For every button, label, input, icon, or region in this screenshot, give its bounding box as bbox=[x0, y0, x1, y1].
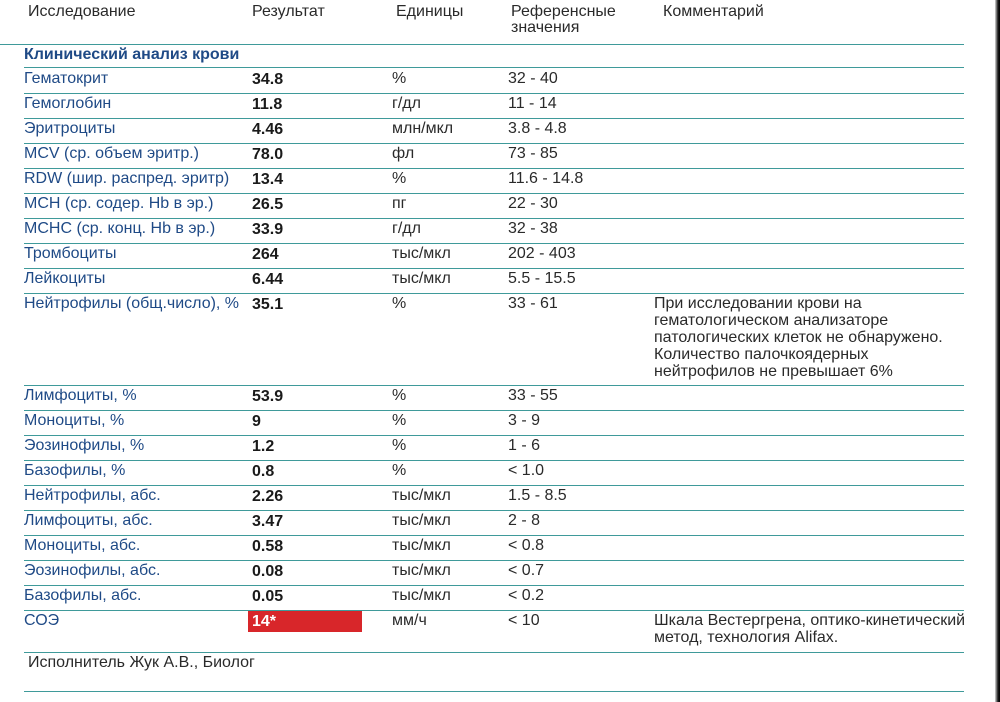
result-value: 26.5 bbox=[252, 196, 284, 213]
reference-range: 33 - 61 bbox=[508, 295, 558, 312]
result-value: 35.1 bbox=[252, 296, 284, 313]
header-test: Исследование bbox=[28, 3, 136, 20]
table-row bbox=[24, 560, 964, 586]
units: тыс/мкл bbox=[392, 245, 451, 262]
test-name: Эритроциты bbox=[24, 120, 116, 137]
result-value: 2.26 bbox=[252, 488, 284, 505]
test-name: Гемоглобин bbox=[24, 95, 112, 112]
result-value: 1.2 bbox=[252, 438, 275, 455]
test-name: Гематокрит bbox=[24, 70, 109, 87]
reference-range: 3.8 - 4.8 bbox=[508, 120, 567, 137]
test-name: Нейтрофилы, абс. bbox=[24, 487, 161, 504]
result-value: 0.05 bbox=[252, 588, 284, 605]
reference-range: 33 - 55 bbox=[508, 387, 558, 404]
reference-range: 22 - 30 bbox=[508, 195, 558, 212]
units: тыс/мкл bbox=[392, 562, 451, 579]
reference-range: 1.5 - 8.5 bbox=[508, 487, 567, 504]
test-name: Моноциты, абс. bbox=[24, 537, 141, 554]
table-row bbox=[24, 610, 964, 653]
result-value: 0.8 bbox=[252, 463, 275, 480]
header-result: Результат bbox=[252, 3, 325, 20]
reference-range: < 1.0 bbox=[508, 462, 545, 479]
reference-range: 202 - 403 bbox=[508, 245, 576, 262]
table-header bbox=[0, 0, 964, 45]
test-name: Моноциты, % bbox=[24, 412, 125, 429]
table-row bbox=[24, 435, 964, 461]
units: % bbox=[392, 295, 407, 312]
result-value: 6.44 bbox=[252, 271, 284, 288]
test-name: Базофилы, абс. bbox=[24, 587, 142, 604]
table-row bbox=[24, 218, 964, 244]
units: тыс/мкл bbox=[392, 512, 451, 529]
units: мм/ч bbox=[392, 612, 427, 629]
table-row bbox=[24, 193, 964, 219]
result-value: 0.08 bbox=[252, 563, 284, 580]
test-name: RDW (шир. распред. эритр) bbox=[24, 170, 230, 187]
table-row bbox=[24, 410, 964, 436]
units: тыс/мкл bbox=[392, 270, 451, 287]
reference-range: 11 - 14 bbox=[508, 95, 557, 112]
result-value: 78.0 bbox=[252, 146, 284, 163]
units: % bbox=[392, 412, 407, 429]
reference-range: 73 - 85 bbox=[508, 145, 558, 162]
table-row bbox=[24, 585, 964, 611]
test-name: Тромбоциты bbox=[24, 245, 117, 262]
reference-range: 32 - 38 bbox=[508, 220, 558, 237]
reference-range: < 0.2 bbox=[508, 587, 545, 604]
comment: Шкала Вестергрена, оптико-кинетический метод, технология Alifax. bbox=[654, 612, 966, 646]
units: % bbox=[392, 437, 407, 454]
test-name: Эозинофилы, абс. bbox=[24, 562, 161, 579]
table-row bbox=[24, 118, 964, 144]
test-name: Эозинофилы, % bbox=[24, 437, 145, 454]
units: фл bbox=[392, 145, 415, 162]
reference-range: 32 - 40 bbox=[508, 70, 558, 87]
test-name: MCH (ср. содер. Hb в эр.) bbox=[24, 195, 214, 212]
test-name: Нейтрофилы (общ.число), % bbox=[24, 295, 240, 312]
table-row bbox=[24, 143, 964, 169]
result-value: 13.4 bbox=[252, 171, 284, 188]
reference-range: < 10 bbox=[508, 612, 540, 629]
table-row bbox=[24, 485, 964, 511]
test-name: Базофилы, % bbox=[24, 462, 126, 479]
units: тыс/мкл bbox=[392, 587, 451, 604]
header-units: Единицы bbox=[396, 3, 464, 20]
units: % bbox=[392, 387, 407, 404]
reference-range: 2 - 8 bbox=[508, 512, 541, 529]
units: % bbox=[392, 170, 407, 187]
reference-range: 1 - 6 bbox=[508, 437, 541, 454]
page-edge-shadow bbox=[995, 0, 1000, 702]
result-value: 3.47 bbox=[252, 513, 284, 530]
result-value: 9 bbox=[252, 413, 261, 430]
header-reference-line1: Референсные bbox=[511, 3, 616, 20]
table-row bbox=[24, 168, 964, 194]
performer-line: Исполнитель Жук А.В., Биолог bbox=[28, 654, 255, 671]
table-row bbox=[24, 93, 964, 119]
test-name: MCHC (ср. конц. Hb в эр.) bbox=[24, 220, 216, 237]
result-value: 0.58 bbox=[252, 538, 284, 555]
table-row bbox=[24, 385, 964, 411]
reference-range: 11.6 - 14.8 bbox=[508, 170, 584, 187]
units: тыс/мкл bbox=[392, 487, 451, 504]
header-reference-line2: значения bbox=[511, 19, 580, 36]
result-value: 4.46 bbox=[252, 121, 284, 138]
comment: При исследовании крови на гематологическом анализаторе патологических клеток не обнаружено. Количество палочкоядерных нейтрофилов не превышает 6% bbox=[654, 295, 943, 380]
test-name: Лимфоциты, % bbox=[24, 387, 137, 404]
reference-range: 5.5 - 15.5 bbox=[508, 270, 576, 287]
result-value: 33.9 bbox=[252, 221, 284, 238]
test-name: MCV (ср. объем эритр.) bbox=[24, 145, 199, 162]
section-title: Клинический анализ крови bbox=[24, 45, 964, 68]
result-value: 53.9 bbox=[252, 388, 284, 405]
table-row bbox=[24, 460, 964, 486]
units: пг bbox=[392, 195, 407, 212]
reference-range: 3 - 9 bbox=[508, 412, 541, 429]
units: г/дл bbox=[392, 220, 421, 237]
units: млн/мкл bbox=[392, 120, 454, 137]
table-row bbox=[24, 535, 964, 561]
test-name: Лейкоциты bbox=[24, 270, 106, 287]
units: % bbox=[392, 462, 407, 479]
header-reference bbox=[511, 4, 616, 36]
header-comment: Комментарий bbox=[663, 3, 764, 20]
result-value: 34.8 bbox=[252, 71, 284, 88]
table-row bbox=[24, 268, 964, 294]
reference-range: < 0.7 bbox=[508, 562, 545, 579]
bottom-rule bbox=[24, 691, 964, 692]
result-value: 11.8 bbox=[252, 96, 283, 113]
table-row bbox=[24, 293, 964, 386]
result-flagged: 14* bbox=[248, 611, 362, 632]
result-value: 264 bbox=[252, 246, 279, 263]
test-name: СОЭ bbox=[24, 612, 60, 629]
units: тыс/мкл bbox=[392, 537, 451, 554]
units: г/дл bbox=[392, 95, 421, 112]
table-row bbox=[24, 510, 964, 536]
table-row bbox=[24, 68, 964, 94]
units: % bbox=[392, 70, 407, 87]
test-name: Лимфоциты, абс. bbox=[24, 512, 153, 529]
reference-range: < 0.8 bbox=[508, 537, 545, 554]
table-row bbox=[24, 243, 964, 269]
